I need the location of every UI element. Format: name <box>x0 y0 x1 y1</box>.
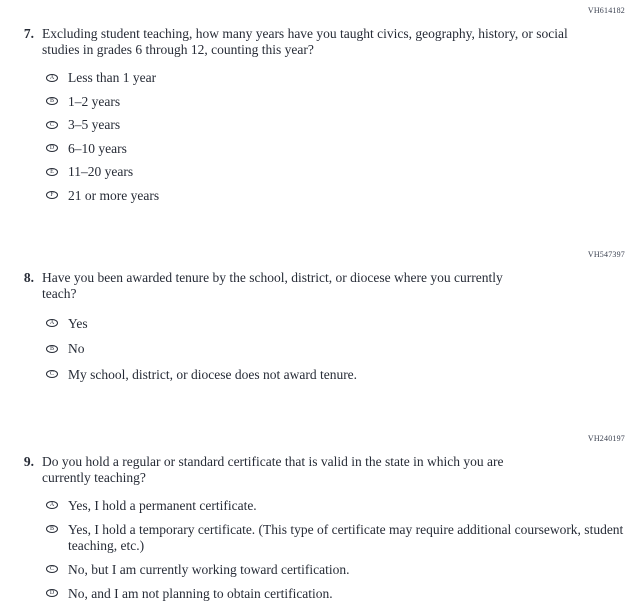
bubble-letter: F <box>50 192 54 198</box>
answer-bubble-c[interactable] <box>46 370 58 378</box>
answer-option-label: My school, district, or diocese does not award tenure. <box>68 366 358 382</box>
bubble-letter: B <box>49 98 54 104</box>
answer-bubble-b[interactable] <box>46 345 58 353</box>
answer-option-label: Less than 1 year <box>68 70 157 85</box>
question-9-accession-code: VH240197 <box>587 433 625 443</box>
answer-bubble-c[interactable] <box>46 121 58 129</box>
answer-option <box>46 562 631 578</box>
answer-option <box>46 70 631 86</box>
answer-option-label: Yes, I hold a permanent certificate. <box>68 497 257 513</box>
question-7 <box>0 6 631 204</box>
question-8-number: 8. <box>23 269 34 285</box>
question-8-accession-code: VH547397 <box>587 249 625 259</box>
question-9 <box>0 434 631 602</box>
answer-option <box>46 586 631 602</box>
answer-option-label: No <box>68 341 85 356</box>
bubble-letter: E <box>50 168 54 175</box>
bubble-letter: C <box>49 371 54 377</box>
question-7-options <box>46 70 631 204</box>
answer-option-label: 3–5 years <box>68 117 121 132</box>
question-9-text: Do you hold a regular or standard certificate that is valid in the state in which you are currently teaching? <box>42 453 504 485</box>
answer-option-label: No, but I am currently working toward certification. <box>68 561 350 577</box>
question-8 <box>0 250 631 383</box>
answer-bubble-a[interactable] <box>46 74 58 82</box>
answer-bubble-c[interactable] <box>46 565 58 573</box>
question-7-accession-code: VH614182 <box>587 6 625 15</box>
answer-bubble-a[interactable] <box>46 319 58 327</box>
bubble-letter: A <box>49 320 55 326</box>
question-8-options <box>46 316 631 383</box>
answer-option <box>46 367 631 383</box>
question-9-number: 9. <box>23 453 34 469</box>
answer-option-label: 6–10 years <box>68 140 127 156</box>
answer-bubble-d[interactable] <box>46 589 58 597</box>
answer-option <box>46 316 631 332</box>
answer-option <box>46 141 631 157</box>
answer-option <box>46 164 631 180</box>
bubble-letter: A <box>49 74 55 81</box>
bubble-letter: B <box>49 345 54 352</box>
answer-bubble-a[interactable] <box>46 501 58 509</box>
bubble-letter: C <box>49 121 54 128</box>
answer-option <box>46 498 631 514</box>
answer-option-label: 11–20 years <box>68 164 134 179</box>
answer-option-label: 21 or more years <box>68 187 160 203</box>
question-9-options <box>46 498 631 602</box>
answer-option-label: Yes <box>68 315 88 331</box>
answer-option <box>46 188 631 204</box>
bubble-letter: C <box>49 566 54 572</box>
answer-option-label: Yes, I hold a temporary certificate. (This type of certificate may require additional coursework, student teaching, etc.) <box>68 521 624 553</box>
answer-option-label: 1–2 years <box>68 93 121 109</box>
question-8-text: Have you been awarded tenure by the school, district, or diocese where you currently teach? <box>42 269 503 301</box>
answer-option <box>46 341 631 357</box>
question-7-number: 7. <box>23 26 34 41</box>
bubble-letter: D <box>49 590 55 596</box>
answer-option <box>46 522 631 554</box>
bubble-letter: B <box>49 526 54 532</box>
answer-option-label: No, and I am not planning to obtain certification. <box>68 585 333 601</box>
answer-bubble-e[interactable] <box>46 168 58 176</box>
bubble-letter: A <box>49 502 55 508</box>
answer-bubble-d[interactable] <box>46 144 58 152</box>
answer-bubble-b[interactable] <box>46 97 58 105</box>
answer-bubble-b[interactable] <box>46 525 58 533</box>
answer-option <box>46 117 631 133</box>
question-7-text: Excluding student teaching, how many years have you taught civics, geography, history, or social studies in grades 6 through 12, counting this year? <box>42 26 568 57</box>
answer-bubble-f[interactable] <box>46 191 58 199</box>
answer-option <box>46 94 631 110</box>
bubble-letter: D <box>49 145 55 151</box>
